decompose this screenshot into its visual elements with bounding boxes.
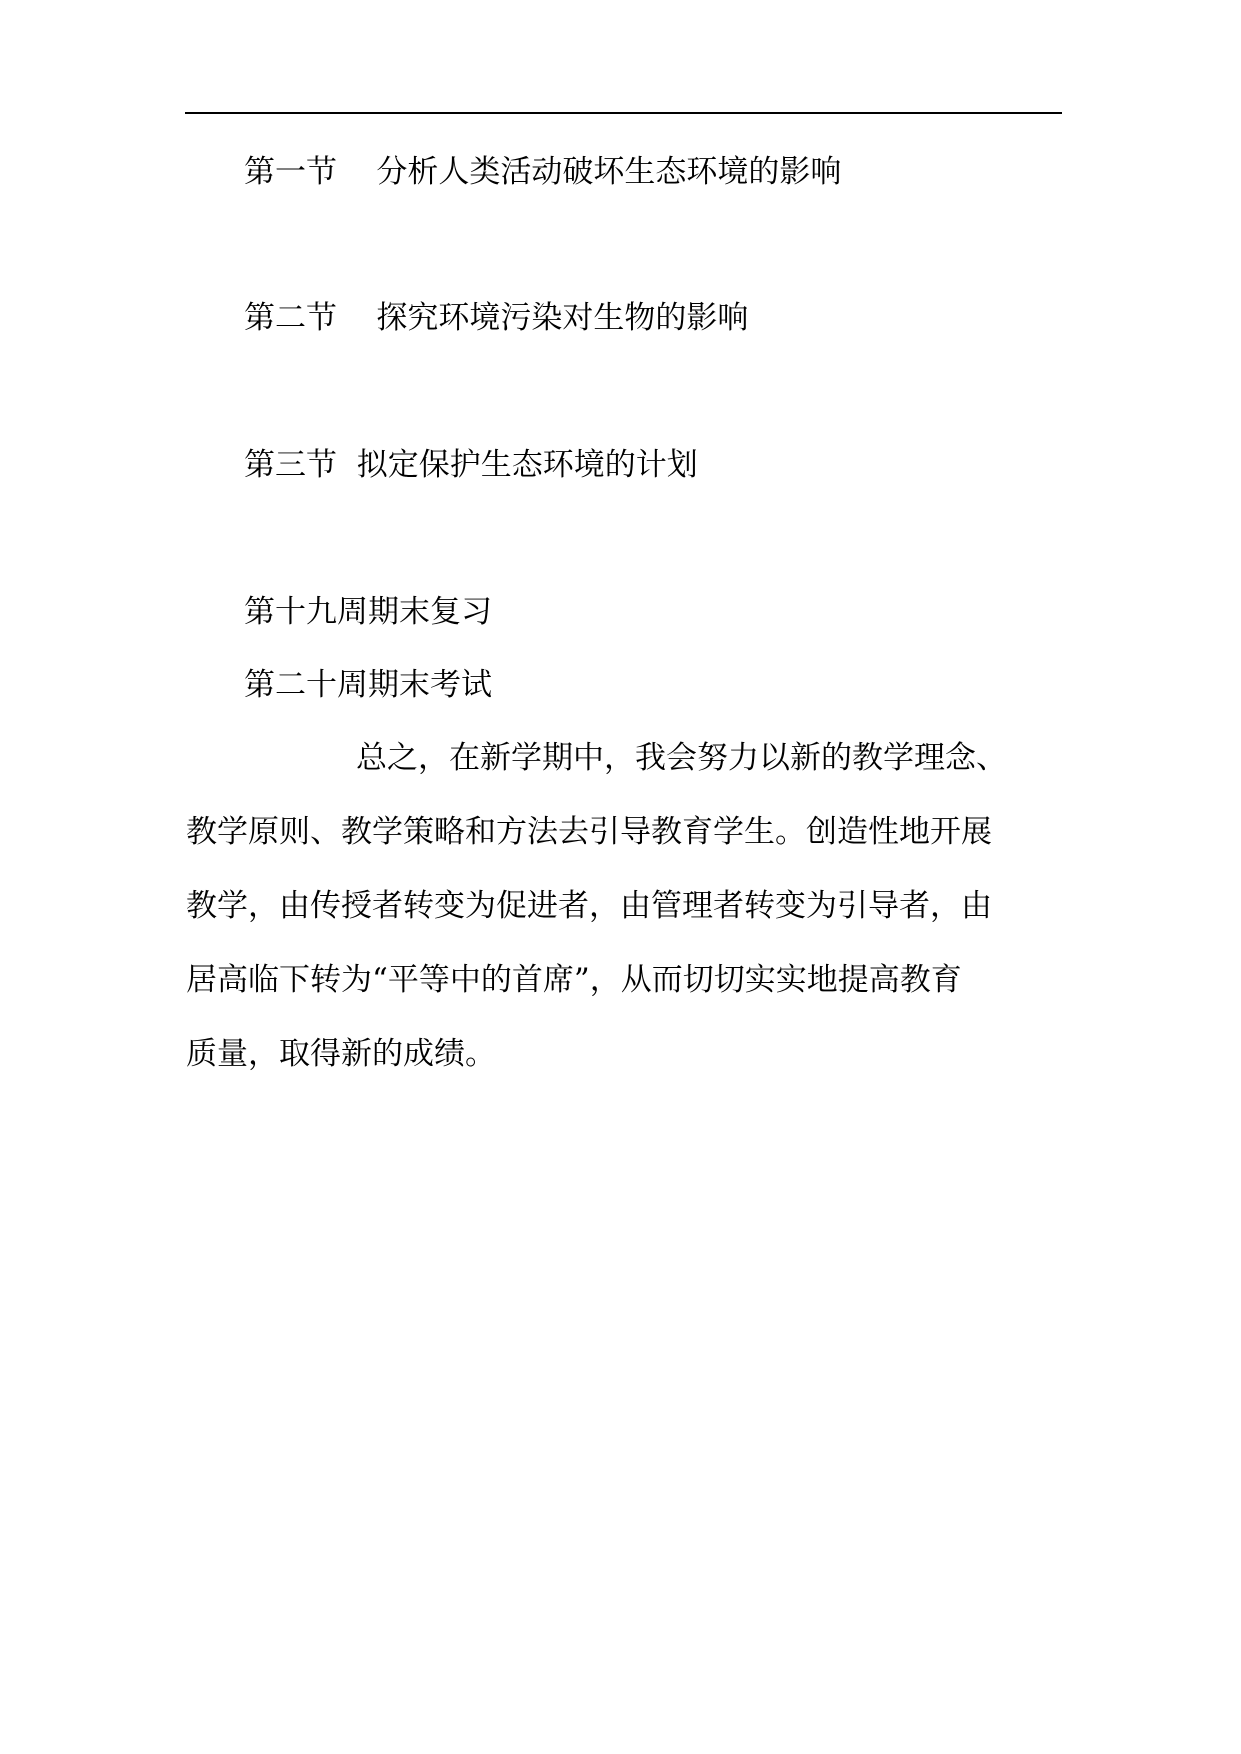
section-2-label: 第二节 — [244, 300, 337, 336]
section-3-title: 拟定保护生态环境的计划 — [356, 447, 698, 483]
header-rule — [185, 112, 1062, 114]
summary-line-4: 居高临下转为“平等中的首席”，从而切切实实地提高教育 — [186, 962, 962, 998]
summary-line-3: 教学，由传授者转变为促进者，由管理者转变为引导者，由 — [186, 888, 992, 924]
section-2 — [244, 298, 748, 338]
schedule-week-19: 第十九周期末复习 — [244, 594, 492, 630]
schedule-week-20: 第二十周期末考试 — [244, 667, 492, 703]
summary-line-1: 总之，在新学期中，我会努力以新的教学理念、 — [356, 740, 1007, 776]
section-1-title: 分析人类活动破坏生态环境的影响 — [376, 154, 842, 190]
section-2-title: 探究环境污染对生物的影响 — [376, 300, 749, 336]
section-1 — [244, 152, 841, 192]
section-1-label: 第一节 — [244, 154, 337, 190]
summary-line-2: 教学原则、教学策略和方法去引导教育学生。创造性地开展 — [186, 814, 992, 850]
section-3-label: 第三节 — [244, 447, 337, 483]
section-3 — [244, 445, 698, 485]
summary-line-5: 质量，取得新的成绩。 — [186, 1036, 496, 1072]
